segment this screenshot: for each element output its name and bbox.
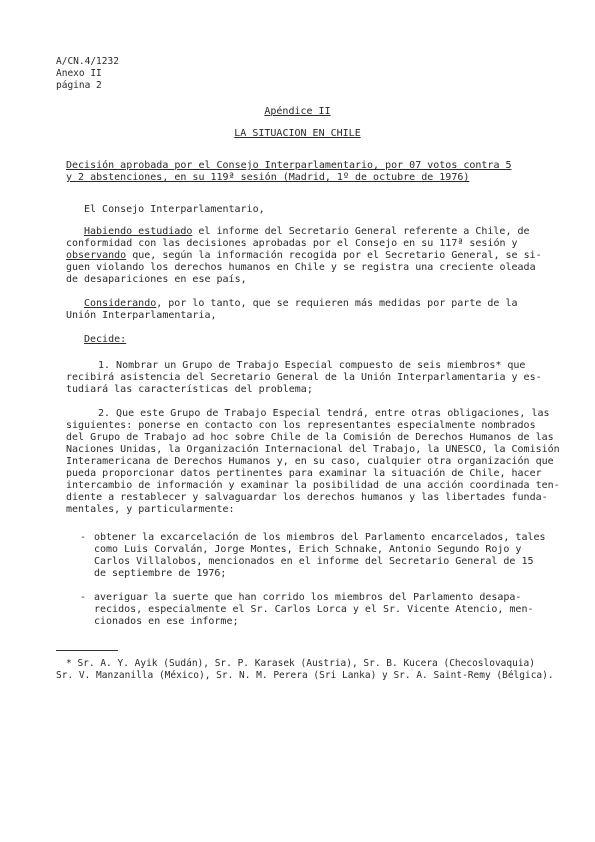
bullet-1-line-2: como Luis Corvalán, Jorge Montes, Erich Schnake, Antonio Segundo Rojo y [94, 544, 522, 555]
point-2-line-2: siguientes: ponerse en contacto con los representantes especialmente nombrados [66, 420, 536, 431]
point-2-line-6: pueda proporcionar datos pertinentes para examinar la situación de Chile, hacer [66, 468, 542, 479]
decision-heading-line-2 [66, 172, 469, 184]
decide-heading [84, 334, 126, 346]
considerando-line-1 [84, 298, 517, 310]
subject-title-text: LA SITUACION EN CHILE [234, 128, 361, 139]
decide-text: Decide: [84, 334, 127, 345]
point-1-line-1: 1. Nombrar un Grupo de Trabajo Especial compuesto de seis miembros* que [98, 360, 526, 371]
habiendo-line-1 [84, 226, 530, 238]
bullet-2-line-1: averiguar la suerte que han corrido los miembros del Parlamento desapa- [94, 592, 522, 603]
bullet-2-line-2: recidos, especialmente el Sr. Carlos Lorca y el Sr. Vicente Atencio, men- [94, 604, 534, 615]
point-2-line-7: intercambio de información y examinar la posibilidad de una acción coordinada ten- [66, 480, 560, 491]
bullet-1-line-3: Carlos Villalobos, mencionados en el informe del Secretario General de 15 [94, 556, 534, 567]
footnote-line-2: Sr. V. Manzanilla (México), Sr. N. M. Perera (Sri Lanka) y Sr. A. Saint-Remy (Bélgica). [56, 670, 554, 681]
page-label: página 2 [56, 80, 102, 91]
point-1-line-3: tudiará las características del problema; [66, 384, 313, 395]
observando-lead: observando [66, 250, 127, 261]
document-reference: A/CN.4/1232 [56, 56, 119, 67]
bullet-1-line-4: de septiembre de 1976; [94, 568, 227, 579]
habiendo-line-3 [66, 250, 542, 262]
point-1-line-2: recibirá asistencia del Secretario General de la Unión Interparlamentaria y es- [66, 372, 542, 383]
point-2-line-5: Interamericana de Derechos Humanos y, en su caso, cualquier otra organización que [66, 456, 554, 467]
habiendo-text-1: el informe del Secretario General referente a Chile, de [192, 226, 530, 237]
point-2-line-3: del Grupo de Trabajo ad hoc sobre Chile de la Comisión de Derechos Humanos de las [66, 432, 554, 443]
considerando-text-1: , por lo tanto, que se requieren más medidas por parte de la [156, 298, 518, 309]
habiendo-line-2: conformidad con las decisiones aprobadas por el Consejo en su 117ª sesión y [66, 238, 518, 249]
considerando-line-2: Unión Interparlamentaria, [66, 310, 217, 321]
habiendo-lead: Habiendo estudiado [84, 226, 193, 237]
appendix-title-text: Apéndice II [264, 106, 331, 117]
bullet-1-line-1: obtener la excarcelación de los miembros del Parlamento encarcelados, tales [94, 532, 546, 543]
annex-label: Anexo II [56, 68, 102, 79]
intro-paragraph: El Consejo Interparlamentario, [84, 204, 265, 215]
bullet-dash-2: - [80, 592, 87, 603]
point-2-line-8: diente a restablecer y salvaguardar los derechos humanos y las libertades funda- [66, 492, 548, 503]
footnote-rule [56, 650, 118, 651]
decision-heading-line-1 [66, 160, 512, 172]
footnote-line-1: * Sr. A. Y. Ayik (Sudán), Sr. P. Karasek (Austria), Sr. B. Kucera (Checoslovaquia) [66, 658, 535, 669]
considerando-lead: Considerando [84, 298, 157, 309]
point-2-line-9: mentales, y particularmente: [66, 504, 235, 515]
bullet-dash-1: - [80, 532, 87, 543]
habiendo-line-5: de desapariciones en ese país, [66, 274, 247, 285]
decision-heading-text-1: Decisión aprobada por el Consejo Interparlamentario, por 07 votos contra 5 [66, 160, 512, 171]
habiendo-text-3: que, según la información recogida por el Secretario General, se si- [126, 250, 542, 261]
habiendo-line-4: guen violando los derechos humanos en Chile y se registra una creciente oleada [66, 262, 536, 273]
point-2-line-4: Naciones Unidas, la Organización Internacional del Trabajo, la UNESCO, la Comisión [66, 444, 560, 455]
appendix-title [0, 106, 595, 118]
subject-title [0, 128, 595, 140]
decision-heading-text-2: y 2 abstenciones, en su 119ª sesión (Madrid, 1º de octubre de 1976) [66, 172, 470, 183]
bullet-2-line-3: cionados en ese informe; [94, 616, 239, 627]
point-2-line-1: 2. Que este Grupo de Trabajo Especial tendrá, entre otras obligaciones, las [98, 408, 550, 419]
